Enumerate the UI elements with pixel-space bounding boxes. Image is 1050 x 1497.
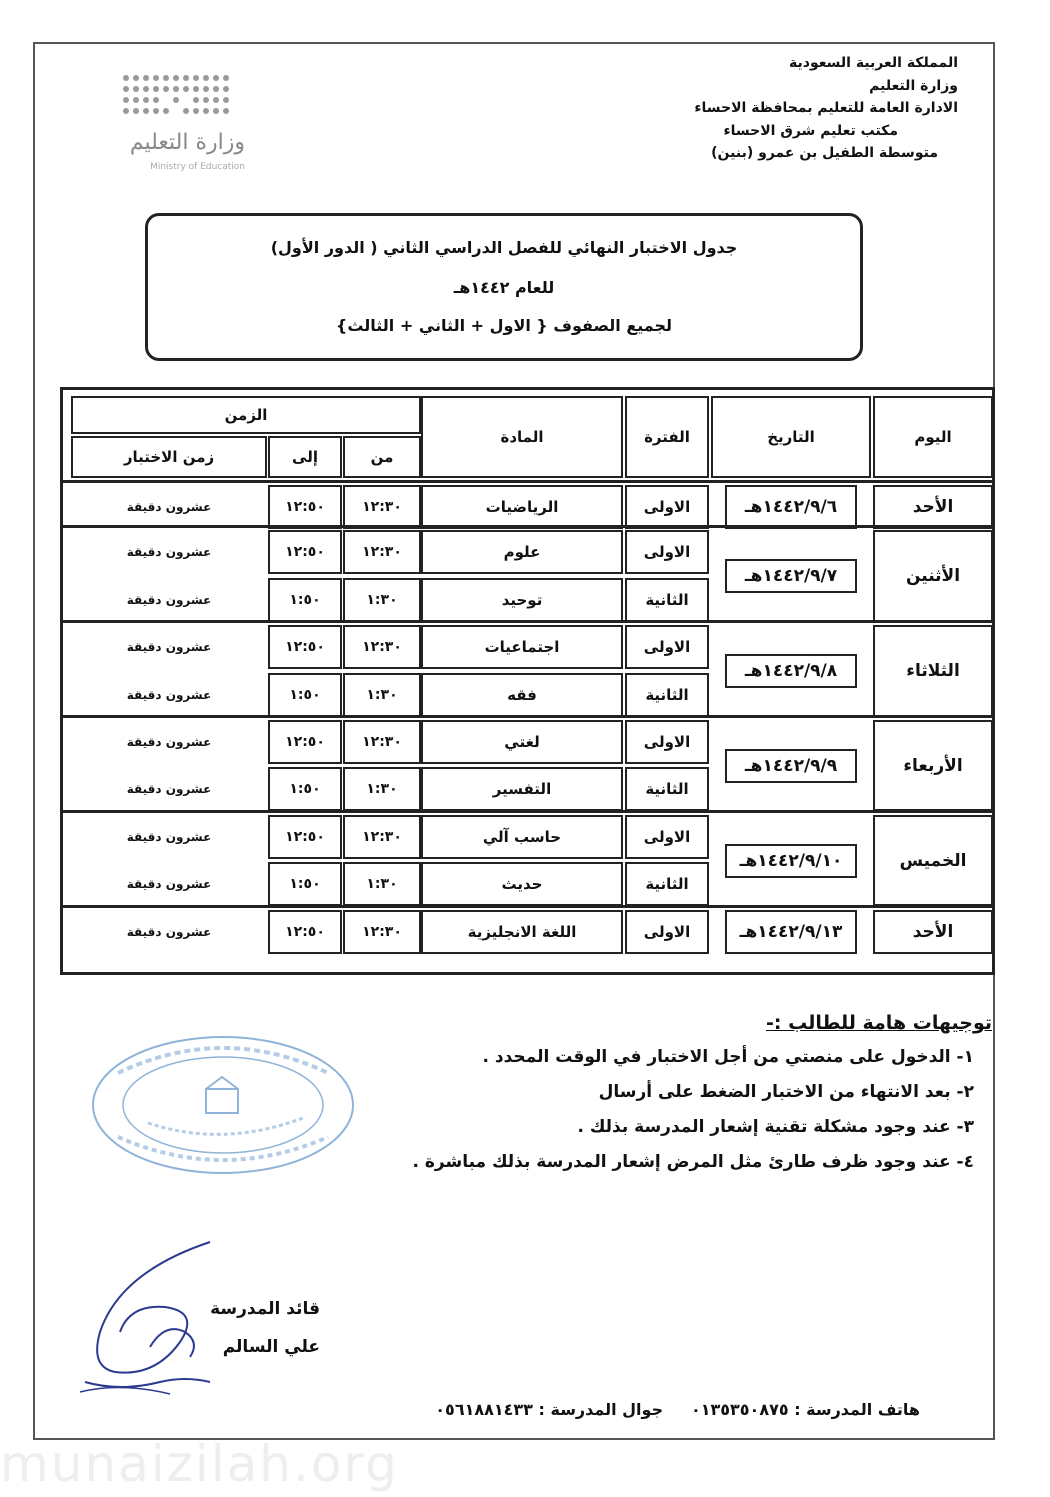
duration-cell: عشرون دقيقة [126,877,212,891]
subject-cell: علوم [421,530,623,574]
header-from: من [343,436,421,478]
to-cell: ١:٥٠ [268,673,342,717]
from-cell: ١:٣٠ [343,767,421,811]
from-cell: ١٢:٣٠ [343,530,421,574]
day-cell: الخميس [873,815,993,906]
period-cell: الثانية [625,673,709,717]
group-separator [63,715,992,718]
subject-cell: اجتماعيات [421,625,623,669]
letterhead-line: المملكة العربية السعودية [789,55,958,71]
date-cell: ١٤٤٢/٩/١٠هـ [725,844,857,878]
letterhead-line: وزارة التعليم [869,77,958,94]
period-cell: الثانية [625,578,709,622]
school-contacts [435,1400,920,1419]
mobile-label: جوال المدرسة : [538,1400,664,1419]
date-cell: ١٤٤٢/٩/١٣هـ [725,910,857,954]
instructions-title: توجيهات هامة للطالب :- [766,1012,992,1034]
student-instructions [292,1012,992,1180]
logo-arabic-text: وزارة التعليم [129,130,245,155]
to-cell: ١٢:٥٠ [268,485,342,529]
letterhead [658,52,958,165]
title-line-3: لجميع الصفوف { الاول + الثاني + الثالث} [335,316,673,335]
duration-cell: عشرون دقيقة [126,545,212,559]
header-date: التاريخ [711,396,871,478]
period-cell: الثانية [625,862,709,906]
from-cell: ١:٣٠ [343,578,421,622]
group-separator [63,525,992,528]
to-cell: ١٢:٥٠ [268,530,342,574]
instruction-item: ٢- بعد الانتهاء من الاختبار الضغط على أرسال [598,1082,974,1102]
duration-cell: عشرون دقيقة [126,782,212,796]
subject-cell: حديث [421,862,623,906]
to-cell: ١:٥٠ [268,767,342,811]
to-cell: ١٢:٥٠ [268,910,342,954]
duration-cell: عشرون دقيقة [126,925,212,939]
watermark: munaizilah.org [0,1435,399,1493]
instruction-item: ٤- عند وجود ظرف طارئ مثل المرض إشعار المدرسة بذلك مباشرة . [412,1152,974,1172]
to-cell: ١٢:٥٠ [268,625,342,669]
date-cell: ١٤٤٢/٩/٨هـ [725,654,857,688]
header-day: اليوم [873,396,993,478]
period-cell: الاولى [625,625,709,669]
group-separator [63,480,992,483]
subject-cell: لغتي [421,720,623,764]
from-cell: ١٢:٣٠ [343,910,421,954]
to-cell: ١٢:٥٠ [268,720,342,764]
from-cell: ١:٣٠ [343,862,421,906]
group-separator [63,620,992,623]
subject-cell: اللغة الانجليزية [421,910,623,954]
period-cell: الاولى [625,720,709,764]
subject-cell: التفسير [421,767,623,811]
period-cell: الاولى [625,485,709,529]
day-cell: الأحد [873,485,993,529]
header-to: إلى [268,436,342,478]
to-cell: ١٢:٥٠ [268,815,342,859]
period-cell: الثانية [625,767,709,811]
header-subject: المادة [421,396,623,478]
from-cell: ١٢:٣٠ [343,720,421,764]
subject-cell: توحيد [421,578,623,622]
day-cell: الأربعاء [873,720,993,811]
day-cell: الأثنين [873,530,993,622]
letterhead-line: مكتب تعليم شرق الاحساء [723,122,898,139]
period-cell: الاولى [625,910,709,954]
day-cell: الأحد [873,910,993,954]
logo-english-text: Ministry of Education [150,162,245,172]
title-line-2: للعام ١٤٤٢هـ [453,278,555,297]
from-cell: ١:٣٠ [343,673,421,717]
ministry-logo [70,68,245,178]
to-cell: ١:٥٠ [268,578,342,622]
subject-cell: فقه [421,673,623,717]
duration-cell: عشرون دقيقة [126,640,212,654]
header-period: الفترة [625,396,709,478]
date-cell: ١٤٤٢/٩/٧هـ [725,559,857,593]
schedule-title-box [145,213,863,361]
from-cell: ١٢:٣٠ [343,485,421,529]
phone-number: ٠١٣٥٣٥٠٨٧٥ [690,1400,789,1419]
from-cell: ١٢:٣٠ [343,815,421,859]
phone-label: هاتف المدرسة : [794,1400,920,1419]
day-cell: الثلاثاء [873,625,993,717]
header-duration: زمن الاختبار [71,436,267,478]
subject-cell: حاسب آلي [421,815,623,859]
duration-cell: عشرون دقيقة [126,500,212,514]
letterhead-line: الادارة العامة للتعليم بمحافظة الاحساء [694,100,958,116]
from-cell: ١٢:٣٠ [343,625,421,669]
period-cell: الاولى [625,530,709,574]
period-cell: الاولى [625,815,709,859]
title-line-1: جدول الاختبار النهائي للفصل الدراسي الثاني ( الدور الأول) [270,238,738,257]
principal-title: قائد المدرسة [210,1299,320,1319]
group-separator [63,905,992,908]
date-cell: ١٤٤٢/٩/٦هـ [725,485,857,529]
school-stamp [88,1033,358,1178]
exam-schedule-table [60,387,995,975]
instruction-item: ٣- عند وجود مشكلة تقنية إشعار المدرسة بذلك . [577,1117,974,1137]
duration-cell: عشرون دقيقة [126,735,212,749]
subject-cell: الرياضيات [421,485,623,529]
principal-name: علي السالم [222,1337,320,1357]
dots-logo-icon [120,72,240,118]
group-separator [63,810,992,813]
duration-cell: عشرون دقيقة [126,830,212,844]
principal-block [170,1290,320,1366]
duration-cell: عشرون دقيقة [126,688,212,702]
to-cell: ١:٥٠ [268,862,342,906]
header-time: الزمن [71,396,421,434]
mobile-number: ٠٥٦١٨٨١٤٣٣ [435,1400,533,1419]
instruction-item: ١- الدخول على منصتي من أجل الاختبار في الوقت المحدد . [482,1047,974,1067]
duration-cell: عشرون دقيقة [126,593,212,607]
letterhead-line: متوسطة الطفيل بن عمرو (بنين) [711,145,938,161]
date-cell: ١٤٤٢/٩/٩هـ [725,749,857,783]
